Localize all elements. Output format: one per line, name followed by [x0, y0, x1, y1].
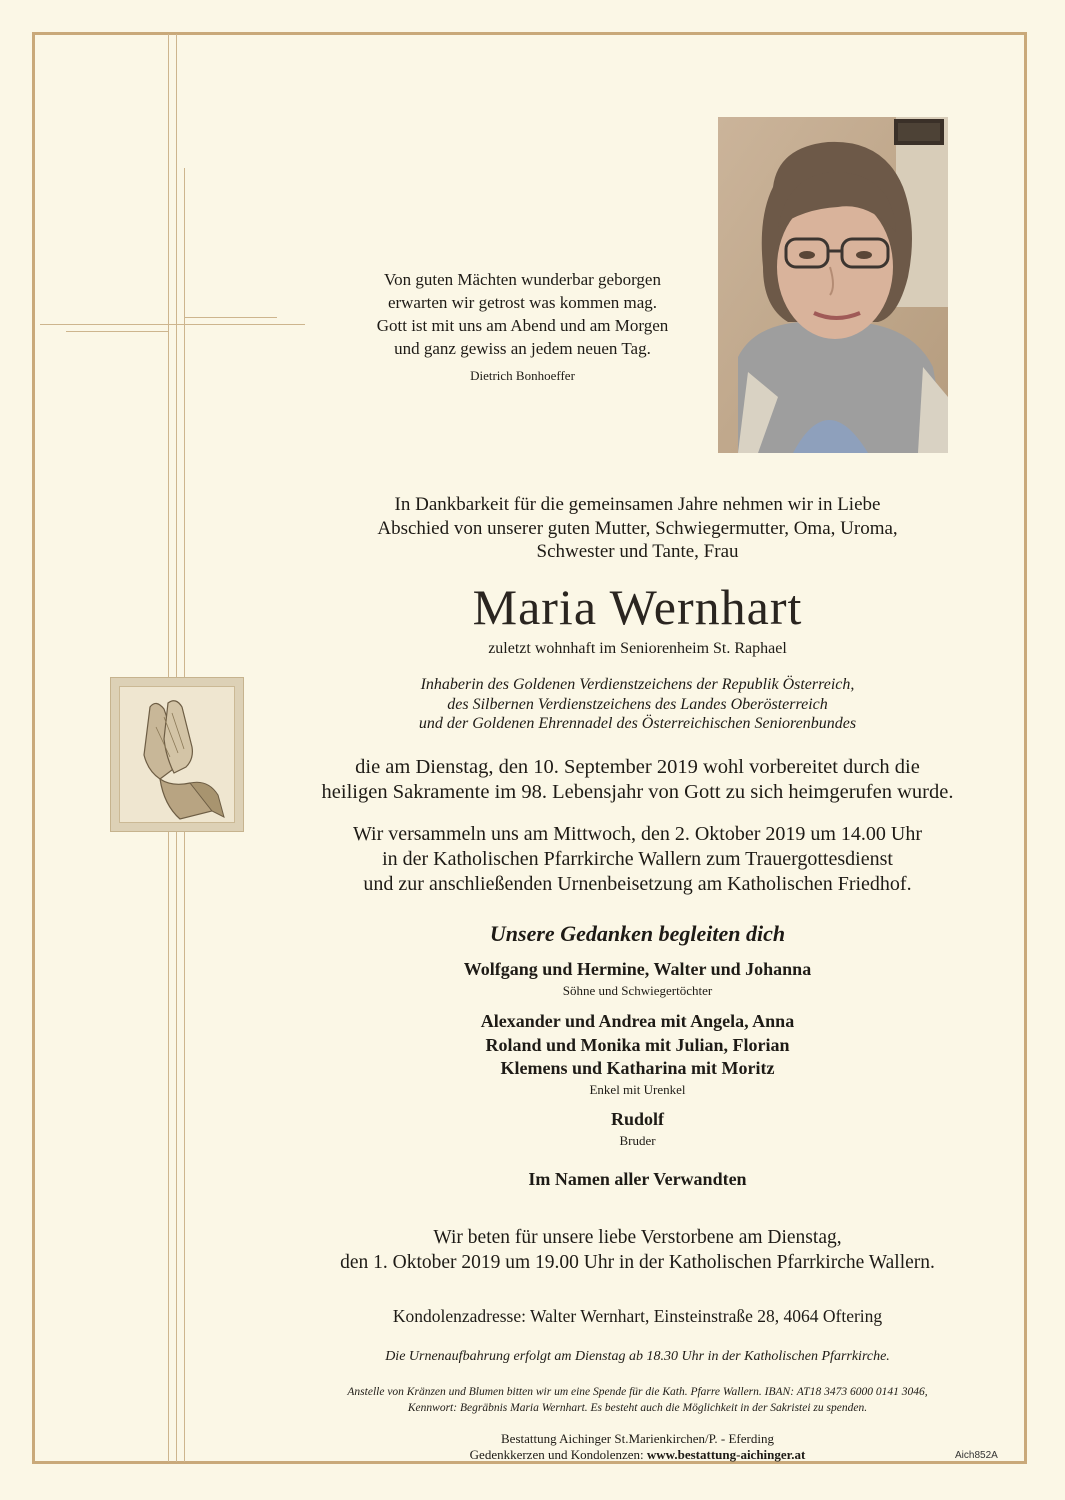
- death-line: die am Dienstag, den 10. September 2019 wohl vorbereitet durch die: [355, 756, 920, 778]
- family-group-brother: [270, 1108, 1005, 1149]
- cross-horizontal-line-1: [40, 324, 305, 325]
- family-group-grandchildren: [270, 1010, 1005, 1098]
- family-relation: Söhne und Schwiegertöchter: [562, 982, 713, 998]
- thoughts-heading: Unsere Gedanken begleiten dich: [489, 921, 786, 946]
- document-code: Aich852A: [955, 1450, 998, 1461]
- family-relation: Bruder: [619, 1132, 656, 1148]
- condolence-address: Kondolenzadresse: Walter Wernhart, Einsteinstraße 28, 4064 Oftering: [392, 1306, 883, 1326]
- undertaker-name: Bestattung Aichinger St.Marienkirchen/P. - Eferding: [501, 1431, 774, 1446]
- undertaker-contact: [270, 1447, 1005, 1463]
- deceased-name: Maria Wernhart: [472, 579, 803, 635]
- cross-horizontal-line-3: [185, 317, 277, 318]
- undertaker-contact-label: Gedenkkerzen und Kondolenzen:: [469, 1447, 647, 1462]
- intro-text: [270, 493, 1005, 564]
- portrait-photo: [718, 117, 948, 453]
- deceased-residence: zuletzt wohnhaft im Seniorenheim St. Raphael: [488, 640, 787, 657]
- honor-line: Inhaberin des Goldenen Verdienstzeichens der Republik Österreich,: [420, 676, 855, 693]
- family-names: Rudolf: [610, 1109, 664, 1129]
- honor-line: des Silbernen Verdienstzeichens des Landes Oberösterreich: [447, 695, 828, 713]
- family-names: Wolfgang und Hermine, Walter und Johanna: [463, 959, 812, 979]
- intro-line: Schwester und Tante, Frau: [536, 541, 739, 562]
- donation-line: Anstelle von Kränzen und Blumen bitten wir um eine Spende für die Kath. Pfarre Wallern. IBAN: AT18 3473 6000 0141 3046,: [347, 1386, 928, 1398]
- honor-line: und der Goldenen Ehrennadel des Österreichischen Seniorenbundes: [418, 715, 857, 732]
- honors-text: [270, 675, 1005, 734]
- family-relation: Enkel mit Urenkel: [589, 1081, 686, 1097]
- praying-hands-image: [110, 677, 244, 832]
- death-line: heiligen Sakramente im 98. Lebensjahr von Gott zu sich heimgerufen wurde.: [321, 781, 954, 803]
- praying-hands-icon: [119, 686, 235, 823]
- quote-line: und ganz gewiss an jedem neuen Tag.: [394, 339, 651, 358]
- prayer-line: Wir beten für unsere liebe Verstorbene am Dienstag,: [433, 1227, 842, 1248]
- quote-line: Gott ist mit uns am Abend und am Morgen: [376, 316, 669, 335]
- donation-note: [250, 1384, 1025, 1416]
- funeral-line: Wir versammeln uns am Mittwoch, den 2. Oktober 2019 um 14.00 Uhr: [352, 823, 923, 845]
- funeral-line: in der Katholischen Pfarrkirche Wallern zum Trauergottesdienst: [382, 848, 893, 870]
- quote-line: erwarten wir getrost was kommen mag.: [387, 293, 658, 312]
- cross-horizontal-line-2: [66, 331, 169, 332]
- prayer-notice: [270, 1225, 1005, 1275]
- undertaker-website-link[interactable]: www.bestattung-aichinger.at: [646, 1447, 806, 1462]
- family-names: Alexander und Andrea mit Angela, Anna: [480, 1011, 795, 1031]
- intro-line: Abschied von unserer guten Mutter, Schwiegermutter, Oma, Uroma,: [377, 517, 898, 539]
- all-relatives: Im Namen aller Verwandten: [528, 1169, 747, 1189]
- prayer-line: den 1. Oktober 2019 um 19.00 Uhr in der Katholischen Pfarrkirche Wallern.: [340, 1252, 935, 1273]
- funeral-details: [270, 822, 1005, 897]
- quote-author: Dietrich Bonhoeffer: [470, 368, 575, 383]
- family-names: Klemens und Katharina mit Moritz: [500, 1058, 775, 1078]
- urn-note: Die Urnenaufbahrung erfolgt am Dienstag ab 18.30 Uhr in der Katholischen Pfarrkirche.: [385, 1349, 890, 1364]
- family-group-sons: [270, 958, 1005, 999]
- intro-line: In Dankbarkeit für die gemeinsamen Jahre nehmen wir in Liebe: [394, 494, 881, 515]
- quote-line: Von guten Mächten wunderbar geborgen: [384, 270, 661, 289]
- death-notice: [270, 755, 1005, 805]
- funeral-line: und zur anschließenden Urnenbeisetzung am Katholischen Friedhof.: [363, 873, 912, 895]
- undertaker-info: [270, 1431, 1005, 1463]
- family-names: Roland und Monika mit Julian, Florian: [485, 1034, 790, 1055]
- donation-line: Kennwort: Begräbnis Maria Wernhart. Es besteht auch die Möglichkeit in der Sakristei zu spenden.: [407, 1402, 868, 1414]
- bonhoeffer-quote: [320, 268, 725, 360]
